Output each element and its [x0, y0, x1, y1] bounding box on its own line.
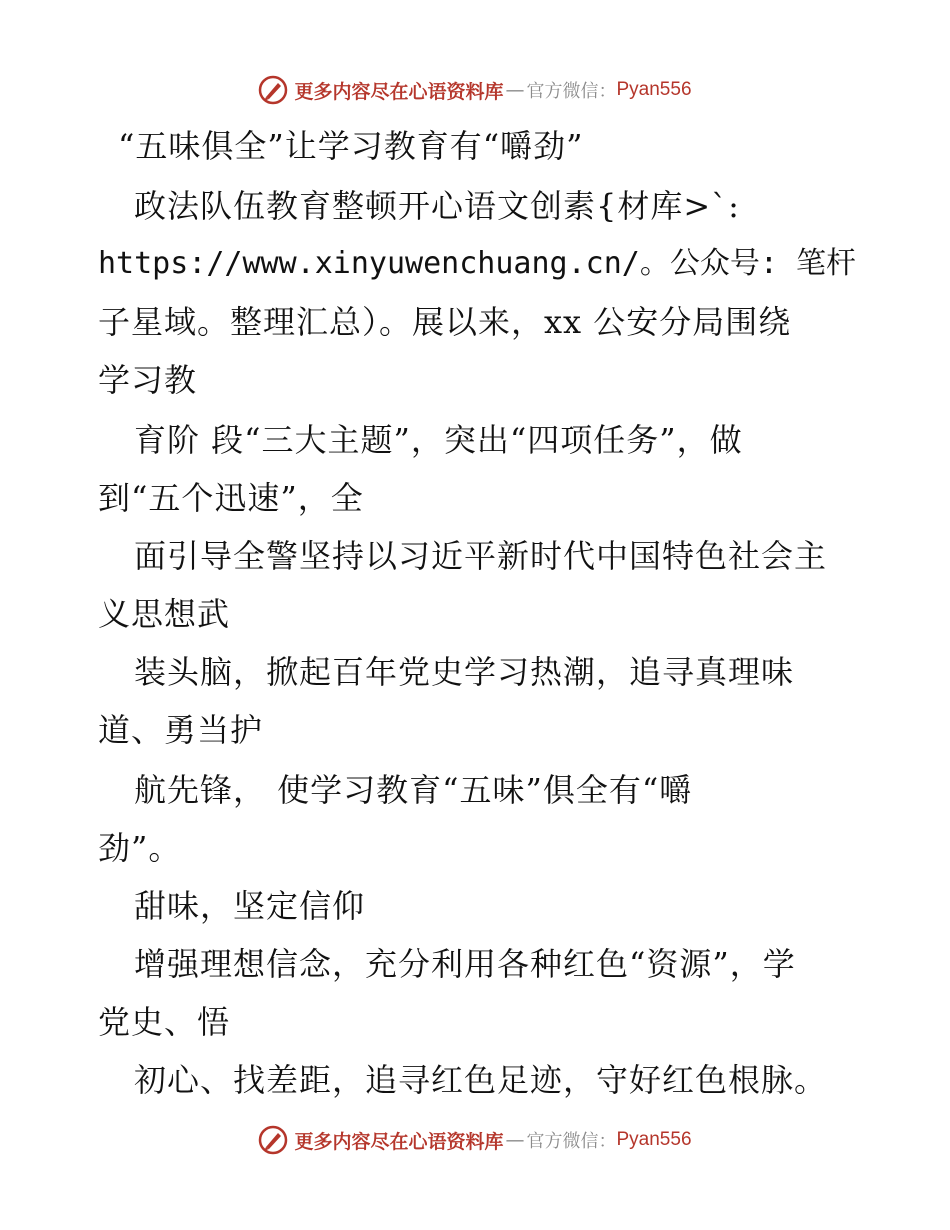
paragraph-line: 子星域。整理汇总）。展以来，xx 公安分局围绕 — [98, 303, 792, 341]
paragraph-line: 初心、找差距，追寻红色足迹，守好红色根脉。 — [134, 1061, 828, 1099]
paragraph-line: 劲”。 — [98, 829, 182, 867]
pen-logo-icon — [258, 75, 288, 105]
paragraph-line: 党史、悟 — [98, 1003, 231, 1041]
paragraph-line: https://www.xinyuwenchuang.cn/。公众号: 笔杆 — [98, 246, 856, 281]
paragraph-line: 面引导全警坚持以习近平新时代中国特色社会主 — [134, 537, 828, 575]
paragraph-line: 政法队伍教育整顿开心语文创素{材库>`: — [134, 187, 740, 225]
watermark-wechat-label: 官方微信： — [526, 81, 617, 102]
paragraph-line: 航先锋， 使学习教育“五味”俱全有“嚼 — [134, 771, 693, 809]
paragraph-line: 增强理想信念，充分利用各种红色“资源”，学 — [134, 945, 796, 983]
footer-watermark — [0, 1122, 950, 1158]
paragraph-line: 义思想武 — [98, 595, 231, 633]
paragraph-line: 学习教 — [98, 361, 198, 399]
paragraph-line: 装头脑，掀起百年党史学习热潮，追寻真理味 — [134, 653, 795, 691]
watermark-main-text: 更多内容尽在心语资料库 — [294, 1130, 504, 1153]
watermark-separator: — — [505, 79, 525, 101]
section-heading: 甜味，坚定信仰 — [134, 887, 366, 925]
watermark-wechat-id: Pyan556 — [616, 1129, 692, 1150]
watermark-main-text: 更多内容尽在心语资料库 — [294, 80, 504, 103]
document-title: “五味俱全”让学习教育有“嚼劲” — [118, 127, 584, 165]
pen-logo-icon — [258, 1125, 288, 1155]
paragraph-line: 道、勇当护 — [98, 711, 264, 749]
watermark-separator: — — [505, 1129, 525, 1151]
paragraph-line: 到“五个迅速”，全 — [98, 479, 364, 517]
watermark-wechat-label: 官方微信： — [526, 1131, 617, 1152]
header-watermark — [0, 72, 950, 108]
watermark-wechat-id: Pyan556 — [616, 79, 692, 100]
paragraph-line: 育阶 段“三大主题”，突出“四项任务”，做 — [134, 421, 743, 459]
